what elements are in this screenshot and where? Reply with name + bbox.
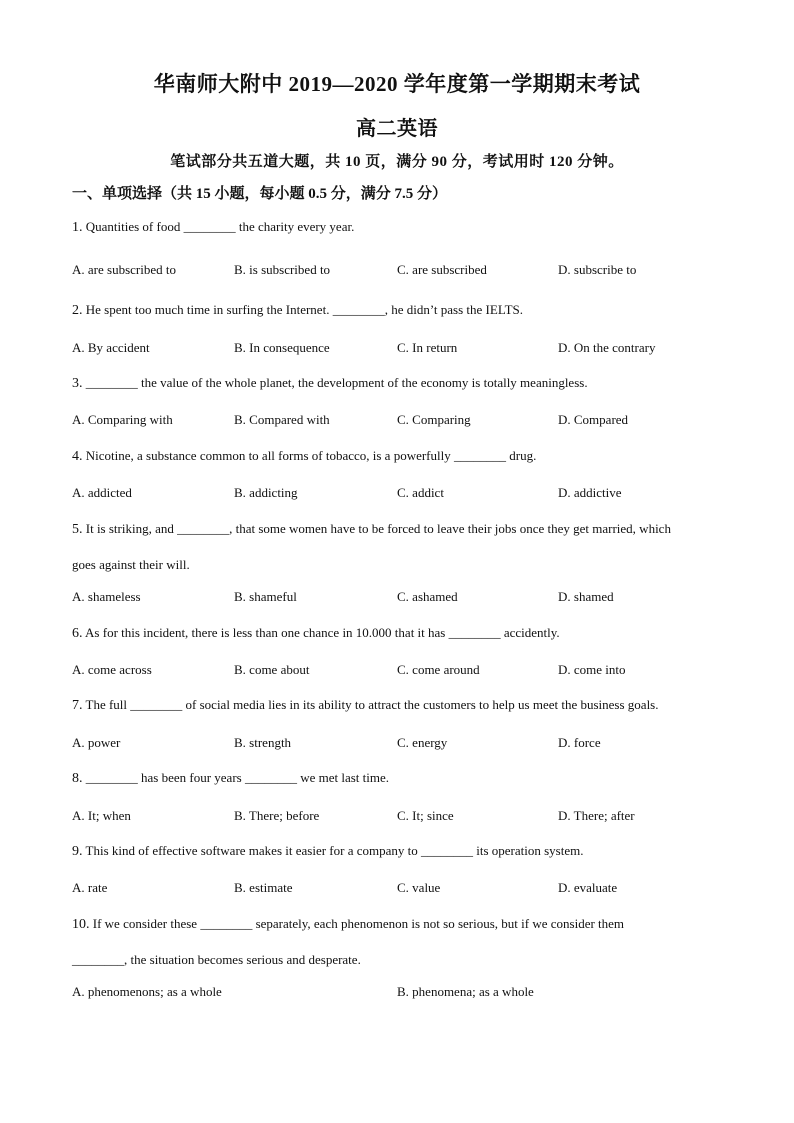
option-c: C. It; since (397, 808, 454, 823)
option-c: C. come around (397, 662, 480, 677)
option-a: A. By accident (72, 340, 150, 355)
question-text: He spent too much time in surfing the Internet. ________, he didn’t pass the IELTS. (85, 302, 523, 317)
options-1 (72, 262, 732, 282)
section-heading: 一、单项选择（共 15 小题，每小题 0.5 分，满分 7.5 分） (72, 186, 448, 202)
option-a: A. addicted (72, 485, 132, 500)
option-b: B. phenomena; as a whole (397, 984, 534, 999)
option-d: D. There; after (558, 808, 635, 823)
exam-subtitle: 高二英语 (356, 118, 438, 140)
option-c: C. addict (397, 485, 444, 500)
option-c: C. In return (397, 340, 458, 355)
option-d: D. addictive (558, 485, 622, 500)
question-text: If we consider these ________ separately, each phenomenon is not so serious, but if we consider them (92, 916, 625, 931)
option-d: D. evaluate (558, 880, 618, 895)
options-7 (72, 735, 732, 755)
question-number: 1. (72, 220, 83, 235)
option-b: B. strength (234, 735, 292, 750)
question-7 (72, 697, 732, 714)
option-b: B. In consequence (234, 340, 330, 355)
question-5 (72, 521, 732, 538)
option-a: A. Comparing with (72, 412, 173, 427)
option-c: C. Comparing (397, 412, 471, 427)
question-number: 4. (72, 449, 83, 464)
options-10 (72, 984, 732, 1004)
exam-title: 华南师大附中 2019—2020 学年度第一学期期末考试 (153, 72, 641, 96)
option-c: C. value (397, 880, 441, 895)
question-number: 2. (72, 303, 83, 318)
option-b: B. is subscribed to (234, 262, 331, 277)
question-8 (72, 770, 732, 787)
question-text: Nicotine, a substance common to all forms of tobacco, is a powerfully ________ drug. (85, 448, 537, 463)
option-d: D. subscribe to (558, 262, 637, 277)
question-text: ________ has been four years ________ we met last time. (85, 770, 390, 785)
question-text: ________ the value of the whole planet, the development of the economy is totally meaningless. (85, 375, 588, 390)
question-3 (72, 375, 732, 392)
option-d: D. Compared (558, 412, 629, 427)
question-2 (72, 302, 732, 319)
option-b: B. shameful (234, 589, 297, 604)
option-d: D. force (558, 735, 601, 750)
question-number: 10. (72, 917, 90, 932)
option-a: A. power (72, 735, 121, 750)
question-text: This kind of effective software makes it easier for a company to ________ its operation system. (85, 843, 584, 858)
option-b: B. Compared with (234, 412, 330, 427)
options-3 (72, 412, 732, 432)
option-a: A. phenomenons; as a whole (72, 984, 222, 999)
question-9 (72, 843, 732, 860)
option-a: A. are subscribed to (72, 262, 176, 277)
option-d: D. come into (558, 662, 626, 677)
question-number: 9. (72, 844, 83, 859)
option-a: A. shameless (72, 589, 141, 604)
options-5 (72, 589, 732, 609)
options-9 (72, 880, 732, 900)
question-5-continued: goes against their will. (72, 557, 190, 572)
option-c: C. are subscribed (397, 262, 487, 277)
option-b: B. There; before (234, 808, 320, 823)
question-text: As for this incident, there is less than one chance in 10.000 that it has ________ accidently. (85, 625, 560, 640)
option-b: B. estimate (234, 880, 293, 895)
question-text: It is striking, and ________, that some women have to be forced to leave their jobs once they get married, which (85, 521, 671, 536)
option-c: C. ashamed (397, 589, 458, 604)
options-4 (72, 485, 732, 505)
question-text: Quantities of food ________ the charity every year. (85, 219, 355, 234)
exam-note: 笔试部分共五道大题，共 10 页，满分 90 分，考试用时 120 分钟。 (170, 154, 624, 170)
option-a: A. come across (72, 662, 152, 677)
options-8 (72, 808, 732, 828)
question-number: 7. (72, 698, 83, 713)
option-c: C. energy (397, 735, 448, 750)
option-b: B. addicting (234, 485, 298, 500)
option-a: A. It; when (72, 808, 131, 823)
question-number: 8. (72, 771, 83, 786)
question-4 (72, 448, 732, 465)
option-d: D. shamed (558, 589, 614, 604)
question-10-continued: ________, the situation becomes serious and desperate. (72, 952, 361, 967)
options-2 (72, 340, 732, 360)
option-b: B. come about (234, 662, 310, 677)
question-number: 6. (72, 626, 83, 641)
options-6 (72, 662, 732, 682)
question-1 (72, 219, 732, 236)
option-d: D. On the contrary (558, 340, 656, 355)
question-number: 5. (72, 522, 83, 537)
question-10 (72, 916, 732, 933)
question-number: 3. (72, 376, 83, 391)
question-6 (72, 625, 732, 642)
question-text: The full ________ of social media lies in its ability to attract the customers to help us meet the business goals. (85, 697, 659, 712)
option-a: A. rate (72, 880, 108, 895)
